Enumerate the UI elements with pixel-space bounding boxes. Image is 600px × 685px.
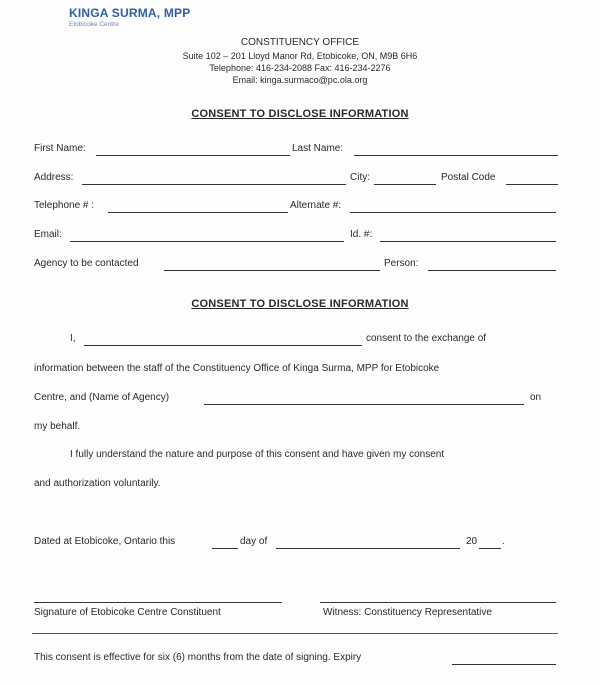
telephone-field[interactable] <box>108 212 288 213</box>
agency-label: Agency to be contacted <box>34 258 139 269</box>
consent-agency-field[interactable] <box>204 404 524 405</box>
constituent-signature-label: Signature of Etobicoke Centre Constituent <box>34 607 221 618</box>
consent-line-4: my behalf. <box>34 421 81 432</box>
id-field[interactable] <box>380 241 556 242</box>
office-email: Email: kinga.surmaco@pc.ola.org <box>232 75 368 85</box>
last-name-label: Last Name: <box>292 143 344 154</box>
id-label: Id. #: <box>350 229 373 240</box>
consent-name-field[interactable] <box>84 345 362 346</box>
postal-code-label: Postal Code <box>441 172 496 183</box>
postal-code-field[interactable] <box>506 184 558 185</box>
understanding-line-2: and authorization voluntarily. <box>34 478 161 489</box>
consent-exchange-text: consent to the exchange of <box>366 333 487 344</box>
last-name-field[interactable] <box>354 155 558 156</box>
dated-prefix: Dated at Etobicoke, Ontario this <box>34 536 176 547</box>
address-field[interactable] <box>82 184 346 185</box>
first-name-field[interactable] <box>96 155 290 156</box>
consent-i-label: I, <box>70 333 76 344</box>
dated-month-field[interactable] <box>276 548 460 549</box>
consent-heading: CONSENT TO DISCLOSE INFORMATION <box>191 298 409 310</box>
city-field[interactable] <box>374 184 436 185</box>
witness-signature-label: Witness: Constituency Representative <box>323 607 492 618</box>
witness-signature-field[interactable] <box>320 602 556 603</box>
consent-on-text: on <box>530 392 542 403</box>
dated-day-of: day of <box>240 536 268 547</box>
email-label: Email: <box>34 229 62 240</box>
expiry-field[interactable] <box>452 664 556 665</box>
office-phone: Telephone: 416-234-2088 Fax: 416-234-2276 <box>209 63 391 73</box>
mpp-name: KINGA SURMA, MPP <box>69 6 191 20</box>
constituent-signature-field[interactable] <box>34 602 282 603</box>
understanding-line-1: I fully understand the nature and purpose of this consent and have given my consent <box>70 449 445 460</box>
dated-year-field[interactable] <box>479 548 501 549</box>
person-field[interactable] <box>428 270 556 271</box>
consent-line-2: information between the staff of the Constituency Office of Kinga Surma, MPP for Etobicoke <box>34 363 440 374</box>
first-name-label: First Name: <box>34 143 86 154</box>
dated-suffix: . <box>502 536 505 547</box>
form-heading: CONSENT TO DISCLOSE INFORMATION <box>191 108 409 120</box>
dated-year-prefix: 20 <box>466 536 478 547</box>
office-title: CONSTITUENCY OFFICE <box>240 37 360 48</box>
footer-divider <box>32 633 558 634</box>
dated-day-field[interactable] <box>212 548 238 549</box>
alternate-label: Alternate #: <box>290 200 342 211</box>
address-label: Address: <box>34 172 74 183</box>
consent-agency-label: Centre, and (Name of Agency) <box>34 392 170 403</box>
city-label: City: <box>350 172 370 183</box>
email-field[interactable] <box>70 241 344 242</box>
agency-field[interactable] <box>164 270 380 271</box>
expiry-text: This consent is effective for six (6) months from the date of signing. Expiry <box>34 652 362 663</box>
office-address: Suite 102 – 201 Lloyd Manor Rd, Etobicoke, ON, M9B 6H6 <box>182 51 418 61</box>
person-label: Person: <box>384 258 419 269</box>
riding-name: Etobicoke Centre <box>69 21 119 28</box>
alternate-field[interactable] <box>350 212 556 213</box>
telephone-label: Telephone # : <box>34 200 95 211</box>
